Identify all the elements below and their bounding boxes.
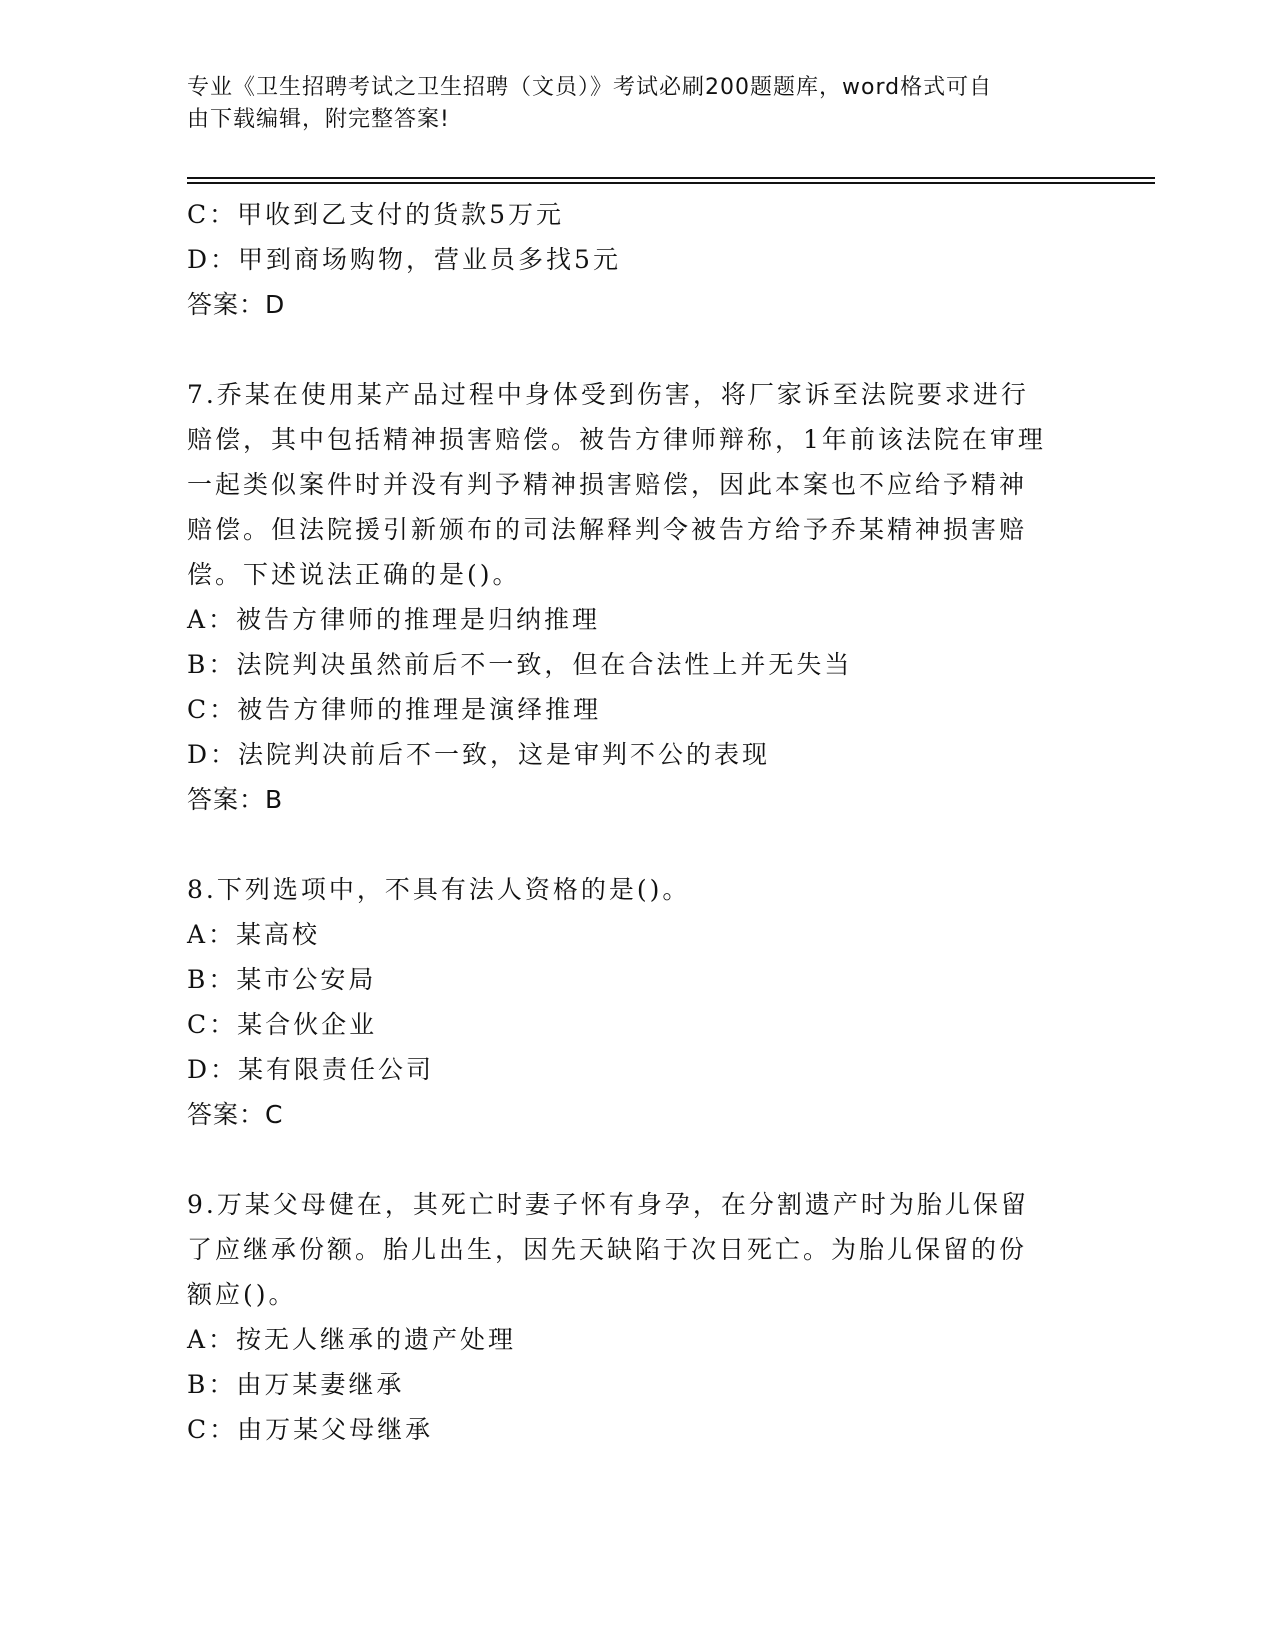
header-rule-bottom <box>187 182 1155 184</box>
q7-option-a: A：被告方律师的推理是归纳推理 <box>187 605 601 634</box>
q9-option-a: A：按无人继承的遗产处理 <box>187 1325 517 1354</box>
q7-option-c: C：被告方律师的推理是演绎推理 <box>187 695 602 724</box>
document-header <box>187 72 1067 136</box>
q9-stem-line-2: 了应继承份额。胎儿出生，因先天缺陷于次日死亡。为胎儿保留的份 <box>187 1235 1028 1264</box>
q8-option-c: C：某合伙企业 <box>187 1010 378 1039</box>
document-body <box>187 192 1087 1452</box>
q7-stem-line-4: 赔偿。但法院援引新颁布的司法解释判令被告方给予乔某精神损害赔 <box>187 515 1028 544</box>
header-line-2: 由下载编辑，附完整答案! <box>187 107 450 132</box>
q8-option-d: D：某有限责任公司 <box>187 1055 435 1084</box>
q7-option-b: B：法院判决虽然前后不一致，但在合法性上并无失当 <box>187 650 853 679</box>
q6-option-c: C：甲收到乙支付的货款5万元 <box>187 200 565 229</box>
spacer <box>187 822 1087 867</box>
q7-stem-line-1: 7.乔某在使用某产品过程中身体受到伤害，将厂家诉至法院要求进行 <box>187 380 1029 409</box>
q9-stem-line-1: 9.万某父母健在，其死亡时妻子怀有身孕，在分割遗产时为胎儿保留 <box>187 1190 1029 1219</box>
q8-option-b: B：某市公安局 <box>187 965 377 994</box>
q7-stem-line-5: 偿。下述说法正确的是()。 <box>187 560 521 589</box>
header-line-1: 专业《卫生招聘考试之卫生招聘（文员）》考试必刷200题题库，word格式可自 <box>187 75 993 100</box>
spacer <box>187 1137 1087 1182</box>
q8-stem: 8.下列选项中，不具有法人资格的是()。 <box>187 875 691 904</box>
q8-option-a: A：某高校 <box>187 920 321 949</box>
q9-option-c: C：由万某父母继承 <box>187 1415 434 1444</box>
spacer <box>187 327 1087 372</box>
q7-stem-line-2: 赔偿，其中包括精神损害赔偿。被告方律师辩称，1年前该法院在审理 <box>187 425 1046 454</box>
q9-stem-line-3: 额应()。 <box>187 1280 297 1309</box>
q9-option-b: B：由万某妻继承 <box>187 1370 405 1399</box>
q7-stem-line-3: 一起类似案件时并没有判予精神损害赔偿，因此本案也不应给予精神 <box>187 470 1028 499</box>
q6-option-d: D：甲到商场购物，营业员多找5元 <box>187 245 621 274</box>
q7-option-d: D：法院判决前后不一致，这是审判不公的表现 <box>187 740 771 769</box>
q8-answer: 答案：C <box>187 1100 284 1129</box>
q6-answer: 答案：D <box>187 290 286 319</box>
q7-answer: 答案：B <box>187 785 284 814</box>
header-rule-top <box>187 177 1155 179</box>
